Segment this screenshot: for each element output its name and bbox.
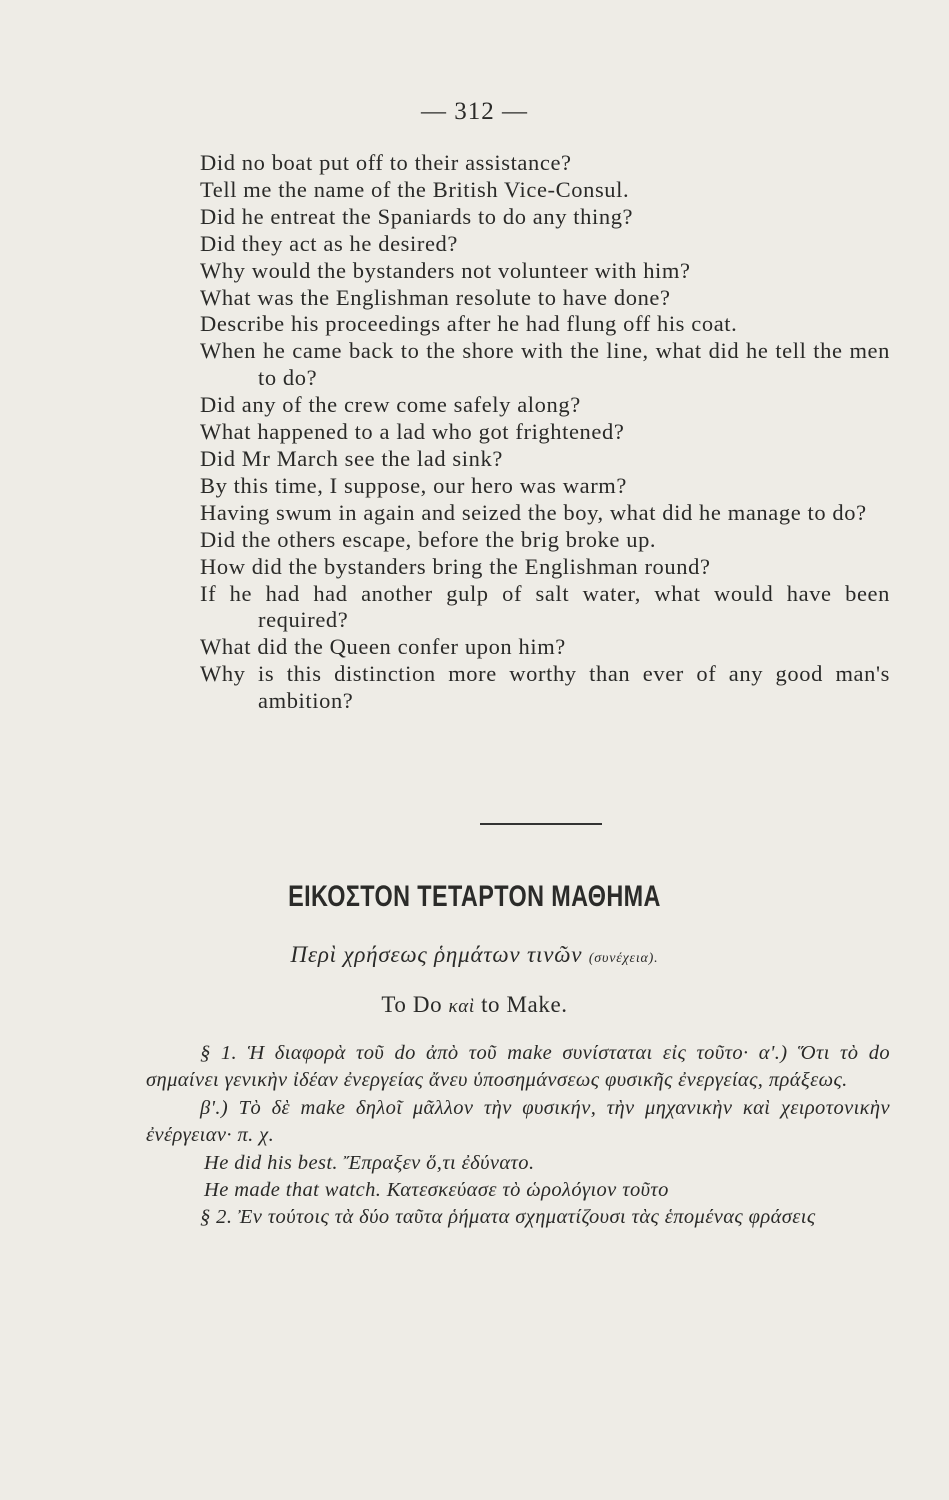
lesson-subtitle-text: Περὶ χρήσεως ῥημάτων τινῶν [290,942,583,967]
question-line: What happened to a lad who got frightened? [200,419,625,445]
example-2: He made that watch. Κατεσκεύασε τὸ ὡρολόγιον τοῦτο [204,1179,669,1202]
question-line: If he had had another gulp of salt water, what would have been required? [200,580,890,633]
question-line: What did the Queen confer upon him? [200,634,566,660]
page-number: — 312 — [421,98,528,125]
question-line: Why is this distinction more worthy than ever of any good man's ambition? [200,661,890,714]
question-line: Did he entreat the Spaniards to do any thing? [200,203,634,229]
lesson-heading [0,992,949,1018]
question-line: How did the bystanders bring the Englishman round? [200,553,711,579]
question-line: Having swum in again and seized the boy, what did he manage to do? [200,499,867,525]
question-line: What was the Englishman resolute to have done? [200,284,671,310]
question-line: Did the others escape, before the brig broke up. [200,526,657,552]
question-line: Tell me the name of the British Vice-Consul. [200,176,630,202]
lesson-body [146,1040,890,1232]
paragraph-1: § 1. Ἡ διαφορὰ τοῦ do ἀπὸ τοῦ make συνίσταται εἰς τοῦτο· α'.) Ὅτι τὸ do σημαίνει γενικὴν ἰδέαν ἐνεργείας ἄνευ ὑποσημάνσεως φυσικῆς ἐνεργείας, πράξεως. [146,1042,890,1092]
paragraph-2: β'.) Τὸ δὲ make δηλοῖ μᾶλλον τὴν φυσικήν, τὴν μηχανικὴν καὶ χειροτονικὴν ἐνέργειαν· π. χ. [146,1096,890,1147]
paragraph-3: § 2. Ἐν τούτοις τὰ δύο ταῦτα ῥήματα σχηματίζουσι τὰς ἑπομένας φράσεις [200,1206,816,1229]
heading-conjunction: καὶ [448,996,475,1017]
question-line: Describe his proceedings after he had flung off his coat. [200,311,738,337]
question-list [200,150,890,715]
question-line: Did they act as he desired? [200,230,458,256]
question-line: Why would the bystanders not volunteer with him? [200,257,691,283]
example-1: He did his best. Ἔπραξεν ὅ,τι ἐδύνατο. [204,1151,535,1174]
question-line: Did no boat put off to their assistance? [200,150,572,175]
question-line: Did any of the crew come safely along? [200,392,581,418]
heading-term-make: to Make. [481,992,568,1017]
question-line: Did Mr March see the lad sink? [200,445,503,471]
heading-term-do: To Do [381,992,443,1017]
question-line: By this time, I suppose, our hero was warm? [200,472,627,498]
lesson-subtitle-note: (συνέχεια). [588,951,659,966]
section-divider [480,823,602,825]
lesson-subtitle [0,942,949,968]
question-line: When he came back to the shore with the line, what did he tell the men to do? [200,338,890,391]
lesson-title: ΕΙΚΟΣΤΟΝ ΤΕΤΑΡΤΟΝ ΜΑΘΗΜΑ [288,880,661,913]
